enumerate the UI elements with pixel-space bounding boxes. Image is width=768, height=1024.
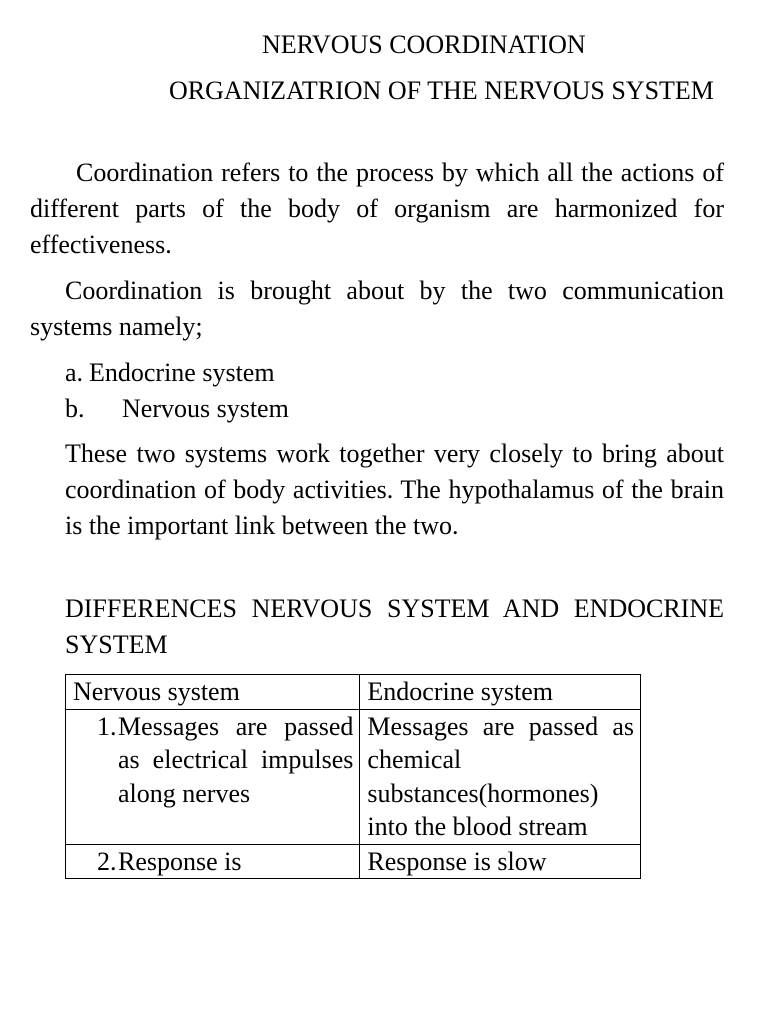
column-header-endocrine: Endocrine system xyxy=(360,675,641,710)
differences-table xyxy=(65,674,641,879)
section-subtitle: ORGANIZATRION OF THE NERVOUS SYSTEM xyxy=(169,76,714,105)
systems-list xyxy=(65,355,289,427)
list-item xyxy=(65,391,289,427)
list-item xyxy=(65,355,289,391)
list-item-text: Nervous system xyxy=(122,394,289,423)
page-title: NERVOUS COORDINATION xyxy=(262,30,586,59)
table-cell-nervous xyxy=(66,844,360,879)
column-header-nervous: Nervous system xyxy=(66,675,360,710)
cell-text: Response is xyxy=(118,846,242,876)
table-cell-endocrine: Response is slow xyxy=(360,844,641,879)
paragraph-hypothalamus-link: These two systems work together very closely to bring about coordination of body activities. The hypothalamus of the brain is the important link between the two. xyxy=(65,439,724,540)
row-number: 2. xyxy=(97,846,117,876)
list-marker: a. xyxy=(65,358,84,387)
paragraph-coordination-definition: Coordination refers to the process by which all the actions of different parts of the body of organism are harmonized for effectiveness. xyxy=(30,158,724,259)
list-marker: b. xyxy=(65,394,85,423)
table-cell-endocrine: Messages are passed as chemical substances(hormones) into the blood stream xyxy=(360,709,641,844)
table-cell-nervous xyxy=(66,709,360,844)
table-row xyxy=(66,844,641,879)
table-row xyxy=(66,709,641,844)
paragraph-communication-systems: Coordination is brought about by the two communication systems namely; xyxy=(30,276,724,341)
cell-text: Messages are passed as electrical impulses along nerves xyxy=(118,711,354,808)
table-header-row xyxy=(66,675,641,710)
list-item-text: Endocrine system xyxy=(89,358,275,387)
row-number: 1. xyxy=(97,711,117,741)
differences-heading: DIFFERENCES NERVOUS SYSTEM AND ENDOCRINE SYSTEM xyxy=(65,594,724,659)
